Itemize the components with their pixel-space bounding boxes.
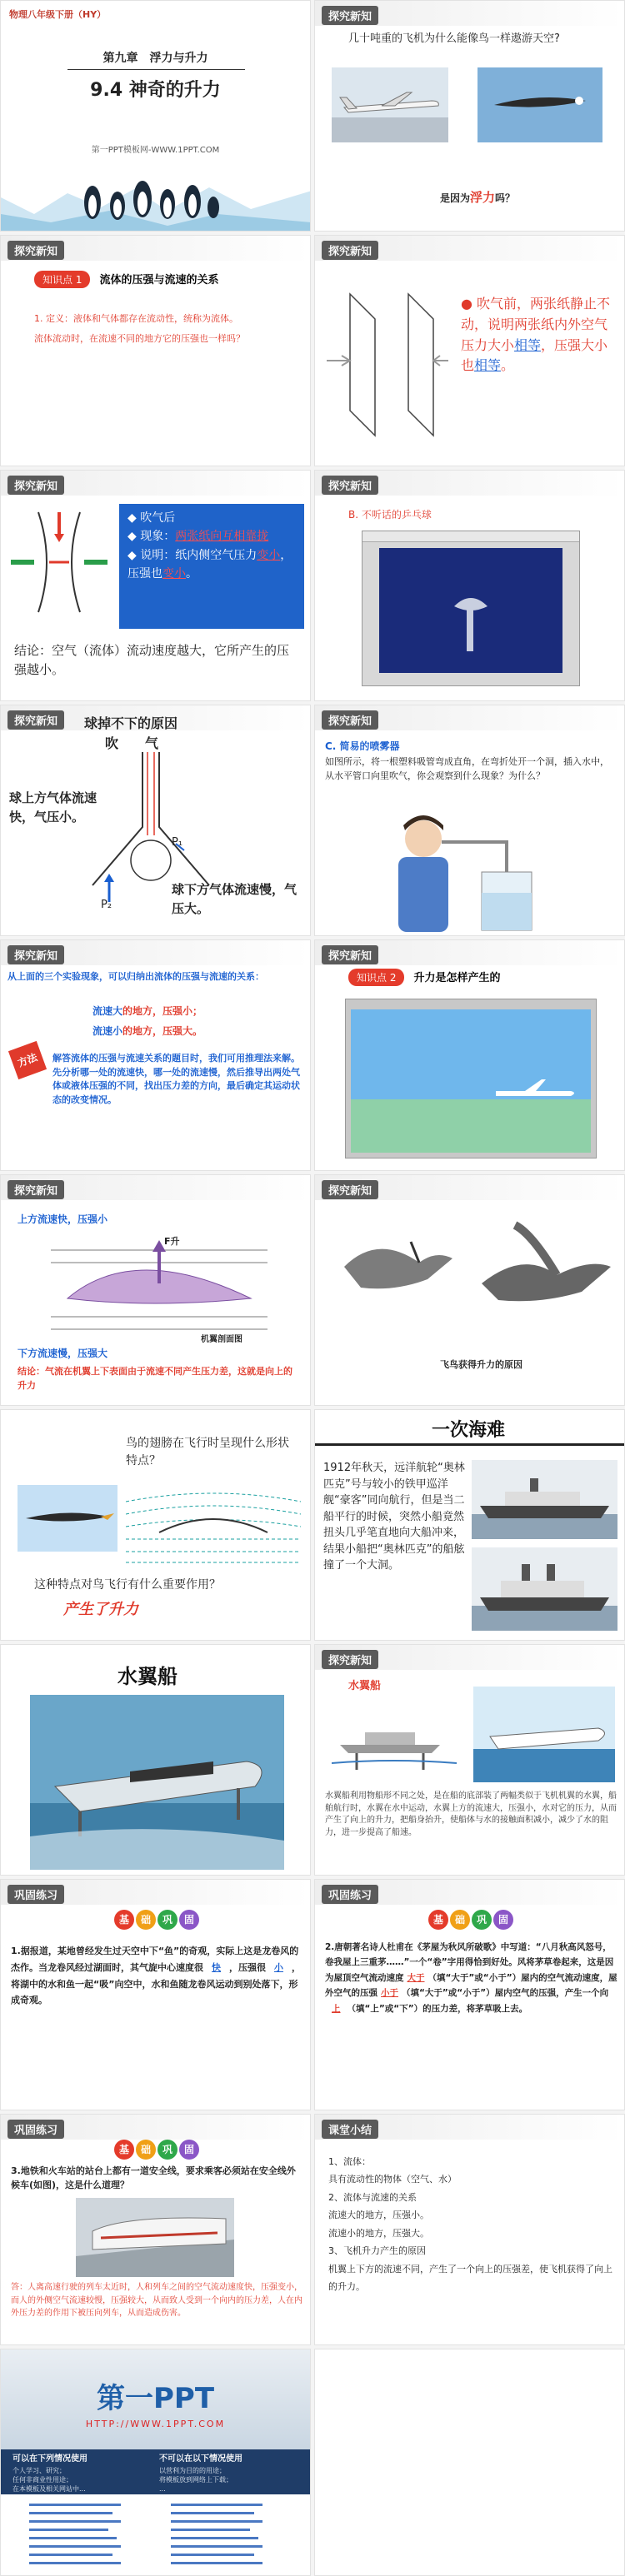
exercise-1-answer-1: 快 — [212, 1961, 221, 1973]
sprayer-body: 如图所示，将一根塑料吸管弯成直角，在弯折处开一个洞，插入水中，从水平管口向里吹气，你会观察到什么现象？为什么？ — [325, 756, 609, 781]
pingpong-stream — [379, 548, 562, 673]
exercise-2-answer-1: 大于 — [407, 1972, 425, 1983]
airplane-image — [332, 67, 448, 142]
knowledge-badge: 知识点 2 — [348, 969, 404, 986]
p2-label: P₂ — [101, 899, 112, 911]
chip-1: 基 — [428, 1910, 448, 1930]
section-tag: 探究新知 — [8, 241, 64, 260]
exercise-1-text — [11, 1943, 302, 2009]
exercise-2-mid-1: （填“大于”或“小于”）屋内的空气流动速度，屋外空气的压强 — [325, 1972, 618, 1999]
section-tag: 探究新知 — [322, 6, 378, 25]
summary-line: 流速大的地方，压强小。 — [328, 2210, 429, 2221]
page-title: 9.4 神奇的升力 — [90, 80, 221, 101]
slide-pingpong[interactable] — [314, 470, 625, 701]
bullet-3: ◆ 说明：纸内侧空气压力变小，压强也变小。 — [128, 548, 292, 581]
bullet-3-key2: 变小 — [162, 567, 186, 581]
summary-line: 2、流体与流速的关系 — [328, 2191, 417, 2203]
usage-banned-item: 将模板放到网络上下载； — [159, 2476, 232, 2484]
link-list-placeholder — [12, 2499, 300, 2570]
lower-text: 球下方气体流速慢，气压大。 — [172, 882, 298, 916]
method-stamp: 方法 — [8, 1041, 47, 1079]
exercise-1-post: ，将湖中的水和鱼一起“吸”向空中，水和鱼随龙卷风运动到别处落下，形成奇观。 — [11, 1961, 301, 2006]
answer-post: 吗？ — [495, 192, 516, 204]
disaster-story: 1912年秋天，远洋航轮“奥林匹克”号与较小的铁甲巡洋舰“豪客”同向航行，但是当二船平行的时候，突然小船竟然扭头几乎笔直地向大船冲来，结果小船把“奥林匹克”的船舷撞了一个大洞。 — [323, 1462, 465, 1572]
rule-2-key: 流速小 — [92, 1025, 123, 1037]
flying-bird-photo — [18, 1485, 118, 1552]
ship-photo-1 — [472, 1460, 618, 1539]
answer-text — [440, 188, 515, 207]
basic-chips — [114, 2140, 201, 2160]
slide-wing-section[interactable] — [0, 1174, 311, 1406]
exercise-2-pre: 2.唐朝著名诗人杜甫在《茅屋为秋风所破歌》中写道：“八月秋高风怒号，卷我屋上三重茅……”一个“卷”字用得恰到好处。风将茅草卷起来，这是因为屋顶空气流动速度 — [325, 1942, 614, 1983]
chip-2: 础 — [136, 1910, 156, 1930]
summary-line: 机翼上下方的流速不同，产生了一个向上的压强差，使飞机获得了向上的升力。 — [328, 2263, 612, 2293]
bullet-1-text: 吹气后 — [140, 511, 176, 525]
section-tag: 巩固练习 — [8, 2120, 64, 2139]
rule-1 — [92, 1004, 202, 1019]
two-paper-diagram — [325, 269, 450, 452]
static-paper-text: ● 吹气前，两张纸静止不动，说明两张纸内外空气压力大小相等，压强大小也相等。 — [461, 296, 611, 374]
slide-knowledge-2[interactable] — [314, 939, 625, 1171]
knowledge-badge: 知识点 1 — [34, 271, 90, 288]
method-text: 解答流体的压强与流速关系的题目时，我们可用推理法来解。先分析哪一处的流速快，哪一处的流速慢，然后推导出两处气体或液体压强的不同，找出压力差的方向，最后确定其运动状态的改变情况。 — [52, 1053, 300, 1105]
bullet-2-key: 两张纸向互相靠拢 — [175, 530, 269, 544]
section-tag: 探究新知 — [322, 476, 378, 495]
slide-blowing-result[interactable] — [0, 470, 311, 701]
bullet-3-end: 。 — [186, 567, 198, 581]
slide-hydrofoil-photo[interactable] — [0, 1644, 311, 1876]
hydrofoil-title: 水翼船 — [118, 1665, 178, 1688]
answer-pre: 是因为 — [440, 192, 471, 204]
rule-2-text: 的地方，压强大。 — [122, 1025, 203, 1037]
section-tag: 探究新知 — [322, 1650, 378, 1669]
top-flow-label: 上方流速快，压强小 — [18, 1213, 108, 1225]
chip-2: 础 — [136, 2140, 156, 2160]
summary-line: 具有流动性的物体（空气、水） — [328, 2174, 457, 2185]
lift-label: F升 — [164, 1236, 180, 1247]
wing-question-2: 这种特点对鸟飞行有什么重要作用？ — [34, 1578, 221, 1592]
exercise-2-mid-2: （填“大于”或“小于”）屋内空气的压强，产生一个向 — [402, 1988, 609, 1999]
chapter-label: 第九章 浮力与升力 — [102, 52, 208, 65]
chip-4: 固 — [493, 1910, 513, 1930]
hydrofoil-body: 水翼船利用物船形不同之处，是在船的底部装了两幅类似于飞机机翼的水翼，船舶航行时，水翼在水中运动，水翼上方的流速大，压强小，水对它的压力，从而产生了向上的升力，把船身抬升，使船体与水的接触面积减小，减少了水的阻力，进一步提高了船速。 — [325, 1791, 617, 1837]
exercise-2-answer-3: 上 — [332, 2003, 341, 2014]
sprayer-title: C. 简易的喷雾器 — [325, 740, 400, 752]
slide-brand-ending[interactable] — [0, 2349, 311, 2576]
slide-class-summary[interactable] — [314, 2114, 625, 2345]
chip-1: 基 — [114, 2140, 134, 2160]
bullet-3-key: 变小 — [257, 548, 281, 562]
title-underline — [315, 1443, 624, 1446]
reason-title: 球掉不下的原因 — [84, 715, 178, 731]
section-tag: 探究新知 — [322, 1180, 378, 1199]
usage-banned-item: ... — [159, 2485, 166, 2494]
airflow-lines — [126, 1489, 301, 1564]
ship-photo-2 — [472, 1547, 618, 1631]
bird-image — [478, 67, 602, 142]
answer-key: 浮力 — [470, 190, 496, 205]
upper-text: 球上方气体流速快，气压小。 — [9, 790, 98, 825]
basic-chips — [428, 1910, 515, 1930]
usage-banned-title: 不可以在以下情况使用 — [159, 2454, 242, 2464]
slide-sea-disaster[interactable] — [314, 1409, 625, 1641]
video-window[interactable] — [362, 531, 580, 686]
text-mid: ，压强大小也 — [461, 336, 608, 374]
penguin-illustration — [1, 156, 311, 232]
usage-allowed-item: 任何非商业性用途； — [12, 2476, 72, 2484]
disaster-title: 一次海难 — [432, 1420, 506, 1441]
summary-line: 1、流体： — [328, 2156, 371, 2167]
chip-3: 巩 — [472, 1910, 492, 1930]
exercise-3-question: 3.地铁和火车站的站台上都有一道安全线，要求乘客必须站在安全线外候车(如图)，这是什么道理？ — [11, 2165, 296, 2190]
brand-logo: 第一PPT — [96, 2382, 215, 2415]
bullet-1: ◆ 吹气后 — [128, 511, 176, 525]
chip-1: 基 — [114, 1910, 134, 1930]
blow-label: 吹 气 — [105, 735, 159, 751]
usage-allowed-list — [12, 2466, 86, 2494]
exercise-1-pre: 1.据报道，某地曾经发生过天空中下“鱼”的奇观，实际上这是龙卷风的杰作。当龙卷风经过湖面时，其气旋中心速度很 — [11, 1946, 299, 1973]
airplane-sky-scene — [346, 999, 596, 1158]
exercise-2-post: （填“上”或“下”）的压力差，将茅草吸上去。 — [347, 2003, 528, 2014]
text-end: 。 — [501, 357, 515, 374]
chip-3: 巩 — [158, 2140, 178, 2160]
slide-blank — [314, 2349, 625, 2576]
summary-line: 流速小的地方，压强大。 — [328, 2227, 429, 2239]
observation-box — [119, 504, 304, 629]
wing-conclusion: 结论：气流在机翼上下表面由于流速不同产生压力差，这就是向上的升力 — [18, 1366, 292, 1391]
boy-sprayer-illustration — [373, 805, 557, 934]
rule-1-text: 的地方，压强小； — [122, 1005, 203, 1017]
rule-1-key: 流速大 — [92, 1005, 123, 1017]
bullet-2-pre: 现象： — [140, 530, 176, 544]
question-text: 几十吨重的飞机为什么能像鸟一样遨游天空? — [348, 32, 560, 45]
slide-exercise-2[interactable] — [314, 1879, 625, 2110]
slide-bird-lift[interactable] — [314, 1174, 625, 1406]
summary-list — [328, 2153, 615, 2296]
p1-label: P₁ — [172, 836, 183, 849]
conclusion-text: 结论：空气（流体）流动速度越大，它所产生的压强越小。 — [14, 643, 290, 677]
wing-caption: 机翼剖面图 — [201, 1335, 242, 1344]
hydrofoil-photo-small — [473, 1687, 615, 1782]
summary-line: 3、飞机升力产生的原因 — [328, 2245, 426, 2257]
chip-2: 础 — [450, 1910, 470, 1930]
chip-4: 固 — [179, 1910, 199, 1930]
slide-paper-experiment[interactable] — [314, 235, 625, 466]
text-key-2: 相等 — [474, 357, 502, 374]
section-tag: 探究新知 — [8, 1180, 64, 1199]
slide-ball-reason[interactable] — [0, 705, 311, 936]
section-tag: 探究新知 — [8, 710, 64, 730]
slide-exercise-3[interactable] — [0, 2114, 311, 2345]
slide-knowledge-1[interactable] — [0, 235, 311, 466]
video-titlebar — [362, 531, 579, 542]
rule-intro: 从上面的三个实验现象，可以归纳出流体的压强与流速的关系： — [8, 971, 264, 982]
section-tag: 探究新知 — [322, 241, 378, 260]
divider — [68, 69, 245, 70]
wing-question-1: 鸟的翅膀在飞行时呈现什么形状特点？ — [126, 1437, 289, 1467]
paper-blow-diagram — [9, 504, 109, 620]
bullet-3-mid: ，压强也 — [128, 548, 292, 581]
bird-caption: 飞鸟获得升力的原因 — [440, 1359, 522, 1370]
section-tag: 巩固练习 — [322, 1885, 378, 1904]
knowledge-header — [34, 271, 219, 288]
chip-4: 固 — [179, 2140, 199, 2160]
wing-profile-diagram — [18, 1233, 292, 1342]
series-label: 物理八年级下册（HY） — [9, 9, 107, 20]
knowledge-title: 流体的压强与流速的关系 — [99, 274, 219, 286]
definition-2: 流体流动时，在流速不同的地方它的压强也一样吗？ — [34, 333, 245, 344]
section-tag: 课堂小结 — [322, 2120, 378, 2139]
rule-2 — [92, 1024, 202, 1039]
section-tag: 探究新知 — [322, 710, 378, 730]
exercise-2-text — [325, 1940, 618, 2016]
usage-banned-list — [159, 2466, 232, 2494]
basic-chips — [114, 1910, 201, 1930]
exercise-1-answer-2: 小 — [274, 1961, 283, 1973]
bullet-2: ◆ 现象：两张纸向互相靠拢 — [128, 530, 269, 544]
section-tag: 探究新知 — [322, 945, 378, 964]
hydrofoil-diagram — [332, 1703, 457, 1782]
knowledge-title: 升力是怎样产生的 — [413, 972, 501, 984]
slide-hydrofoil-explain[interactable] — [314, 1644, 625, 1876]
exercise-1-mid: ，压强很 — [229, 1961, 266, 1973]
usage-allowed-item: 个人学习、研究； — [12, 2467, 66, 2474]
flight-video[interactable] — [345, 999, 597, 1158]
slide-airplane-question[interactable] — [314, 0, 625, 232]
slide-title[interactable] — [0, 0, 311, 232]
exercise-2-answer-2: 小于 — [381, 1988, 398, 1999]
hydrofoil-image — [30, 1695, 284, 1870]
slide-summary-rule[interactable] — [0, 939, 311, 1171]
wing-answer: 产生了升力 — [63, 1601, 138, 1618]
bottom-flow-label: 下方流速慢，压强大 — [18, 1348, 108, 1359]
slide-bird-wing[interactable] — [0, 1409, 311, 1641]
section-tag: 探究新知 — [8, 476, 64, 495]
experiment-title: B. 不听话的乒乓球 — [348, 509, 432, 521]
text-key-1: 相等 — [514, 336, 542, 353]
chip-3: 巩 — [158, 1910, 178, 1930]
usage-allowed-item: 在本模板及相关网站中... — [12, 2485, 86, 2494]
usage-banned-item: 以营利为目的的用途； — [159, 2467, 226, 2474]
bullet-3-pre: 说明：纸内侧空气压力 — [140, 548, 258, 562]
hydrofoil-subtitle: 水翼船 — [348, 1680, 382, 1692]
exercise-3-answer: 答：人离高速行驶的列车太近时，人和列车之间的空气流动速度快，压强变小，而人的外侧空气流速较慢，压强较大，从而致人受到一个向内的压力差，人在内外压力差的作用下被压向列车，从而造成伤害。 — [11, 2283, 302, 2318]
section-tag: 探究新知 — [8, 945, 64, 964]
goose-image-2 — [473, 1217, 615, 1342]
knowledge-header — [348, 969, 501, 986]
slide-exercise-1[interactable] — [0, 1879, 311, 2110]
section-tag: 巩固练习 — [8, 1885, 64, 1904]
slide-sprayer[interactable] — [314, 705, 625, 936]
usage-allowed-title: 可以在下列情况使用 — [12, 2454, 88, 2464]
video-screen — [379, 548, 562, 673]
train-platform-photo — [76, 2198, 234, 2277]
brand-url[interactable]: HTTP://WWW.1PPT.COM — [85, 2419, 226, 2429]
goose-image-1 — [328, 1217, 465, 1342]
definition-1: 1. 定义：液体和气体都存在流动性，统称为流体。 — [34, 313, 238, 324]
text-pre: 吹气前，两张纸静止不动，说明两张纸内外空气压力大小 — [461, 296, 611, 353]
footer-label: 第一PPT模板网-WWW.1PPT.COM — [91, 146, 220, 155]
